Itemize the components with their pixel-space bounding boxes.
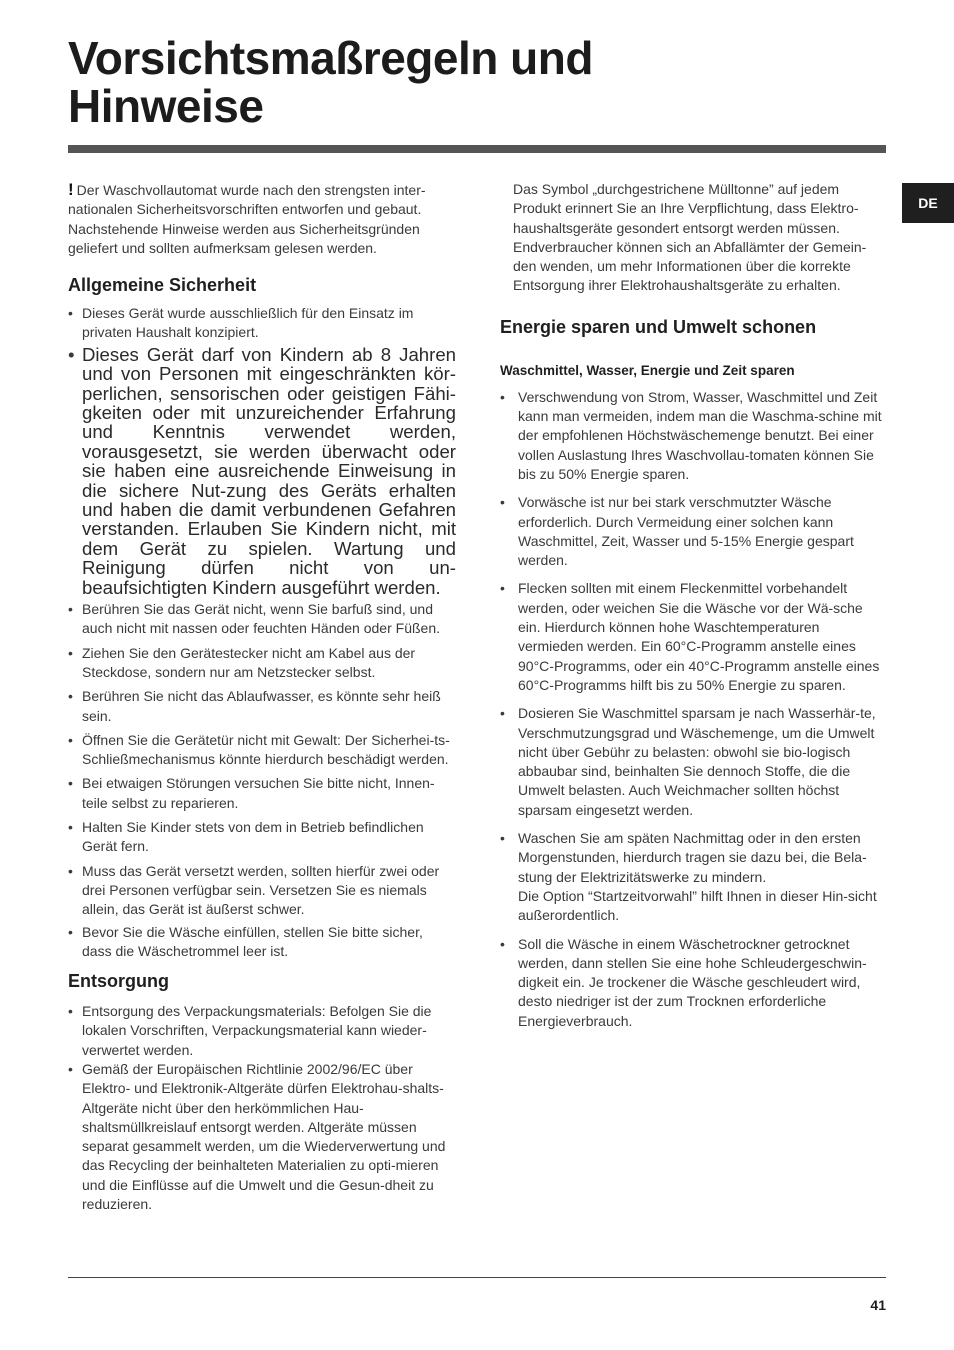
page-title-line-2: Hinweise [68,80,264,132]
energy-list [500,388,886,1031]
list-item: • Dosieren Sie Waschmittel sparsam je nach Wasserhär-te, Verschmutzungsgrad und Wäschemenge, um die Umwelt nicht über Gebühr zu belasten: obwohl sie bio-logisch abbaubar sind, beinhalten Sie dennoch Stoffe, die die Umwelt belasten. Auch Weichmacher sollten höchst sparsam eingesetzt werden. [500,704,886,820]
list-item: • Berühren Sie das Gerät nicht, wenn Sie barfuß sind, und auch nicht mit nassen oder feuchten Händen oder Füßen. [68,600,456,639]
list-item: • Öffnen Sie die Gerätetür nicht mit Gewalt: Der Sicherhei-ts-Schließmechanismus könnte hierdurch beschädigt werden. [68,731,456,770]
list-item: • Verschwendung von Strom, Wasser, Waschmittel und Zeit kann man vermeiden, indem man die Waschma-schine mit der empfohlenen Höchstwäschemenge benutzt. Bei einer vollen Auslastung Ihres Waschvollau-tomaten können Sie bis zu 50% Energie sparen. [500,388,886,484]
intro-paragraph [68,180,456,258]
list-item-children-warning: • Dieses Gerät darf von Kindern ab 8 Jahren und von Personen mit eingeschränkten kör-perlichen, sensorischen oder geistigen Fähi-gkeiten oder mit unzureichender Erfahrung und Kenntnis verwendet werden, vorausgesetzt, sie werden überwacht oder sie haben eine ausreichende Einweisung in die sichere Nut-zung des Geräts erhalten und haben die damit verbundenen Gefahren verstanden. Erlauben Sie Kindern nicht, mit dem Gerät zu spielen. Wartung und Reinigung dürfen nicht von un-beaufsichtigten Kindern ausgeführt werden. [68,345,456,597]
left-column [68,180,456,1214]
list-item: • Halten Sie Kinder stets von dem in Betrieb befindlichen Gerät fern. [68,818,456,857]
heading-allgemeine-sicherheit: Allgemeine Sicherheit [68,275,257,296]
list-item: • Bevor Sie die Wäsche einfüllen, stellen Sie bitte sicher, dass die Wäschetrommel leer ist. [68,923,456,962]
list-item: • Entsorgung des Verpackungsmaterials: Befolgen Sie die lokalen Vorschriften, Verpackungsmaterial kann wieder-verwertet werden. [68,1002,456,1060]
list-item-text: Waschen Sie am späten Nachmittag oder in den ersten Morgenstunden, hierdurch tragen sie dazu bei, die Bela-stung der Elektrizitätswerke zu mindern. [518,830,867,885]
page-title [68,34,768,130]
list-item: • Vorwäsche ist nur bei stark verschmutzter Wäsche erforderlich. Durch Vermeidung einer solchen kann Waschmittel, Zeit, Wasser und 5-15% Energie gespart werden. [500,493,886,570]
intro-text: Der Waschvollautomat wurde nach den strengsten inter-nationalen Sicherheitsvorschriften entworfen und gebaut. Nachstehende Hinweise werden aus Sicherheitsgründen geliefert und sollten aufmerksam gelesen werden. [68,182,426,256]
heading-energie-sparen: Energie sparen und Umwelt schonen [500,316,817,337]
language-tab: DE [902,183,954,223]
disposal-list [68,1002,456,1214]
list-item: • Flecken sollten mit einem Fleckenmittel vorbehandelt werden, oder weichen Sie die Wäsche vor der Wä-sche ein. Hierdurch können hohe Waschtemperaturen vermieden werden. Ein 60°C-Programm anstelle eines 90°C-Programms, oder ein 40°C-Programm anstelle eines 60°C-Programms hilft bis zu 50% Energie zu sparen. [500,579,886,695]
page-title-line-1: Vorsichtsmaßregeln und [68,32,593,84]
list-item: • Dieses Gerät wurde ausschließlich für den Einsatz im privaten Haushalt konzipiert. [68,304,456,343]
heading-entsorgung: Entsorgung [68,971,169,992]
list-item: • Ziehen Sie den Gerätestecker nicht am Kabel aus der Steckdose, sondern nur am Netzstecker selbst. [68,644,456,683]
footer-rule [68,1277,886,1278]
disposal-symbol-note: Das Symbol „durchgestrichene Mülltonne” auf jedem Produkt erinnert Sie an Ihre Verpflichtung, dass Elektro-haushaltsgeräte gesondert entsorgt werden müssen. Endverbraucher können sich an Abfallämter der Gemein-den wenden, um mehr Informationen über die korrekte Entsorgung ihrer Elektrohaushaltsgeräte zu erhalten. [513,181,867,294]
title-rule [68,145,886,153]
warning-icon: ! [68,180,74,199]
list-item: • Berühren Sie nicht das Ablaufwasser, es könnte sehr heiß sein. [68,687,456,726]
list-item: • Bei etwaigen Störungen versuchen Sie bitte nicht, Innen-teile selbst zu reparieren. [68,774,456,813]
list-item: • Soll die Wäsche in einem Wäschetrockner getrocknet werden, dann stellen Sie eine hohe Schleudergeschwin-digkeit ein. Je trockener die Wäsche geschleudert wird, desto niedriger ist der zum Trocknen erforderliche Energieverbrauch. [500,935,886,1031]
list-item-extra-text: Die Option “Startzeitvorwahl” hilft Ihnen in dieser Hin-sicht außerordentlich. [518,887,877,924]
page-number: 41 [870,1297,886,1313]
list-item: • Muss das Gerät versetzt werden, sollten hierfür zwei oder drei Personen verfügbar sein. Versetzen Sie es niemals allein, das Gerät ist äußerst schwer. [68,862,456,920]
subheading-waschmittel: Waschmittel, Wasser, Energie und Zeit sparen [500,362,795,378]
list-item [500,829,886,925]
safety-list [68,304,456,961]
list-item: • Gemäß der Europäischen Richtlinie 2002/96/EC über Elektro- und Elektronik-Altgeräte dürfen Elektrohau-shalts-Altgeräte nicht über den herkömmlichen Hau-shaltsmüllkreislauf entsorgt werden. Altgeräte müssen separat gesammelt werden, um die Wiederverwertung und das Recycling der beinhalteten Materialien zu opti-mieren und die Einflüsse auf die Umwelt und die Gesun-dheit zu reduzieren. [68,1060,456,1214]
right-column [500,180,886,1031]
